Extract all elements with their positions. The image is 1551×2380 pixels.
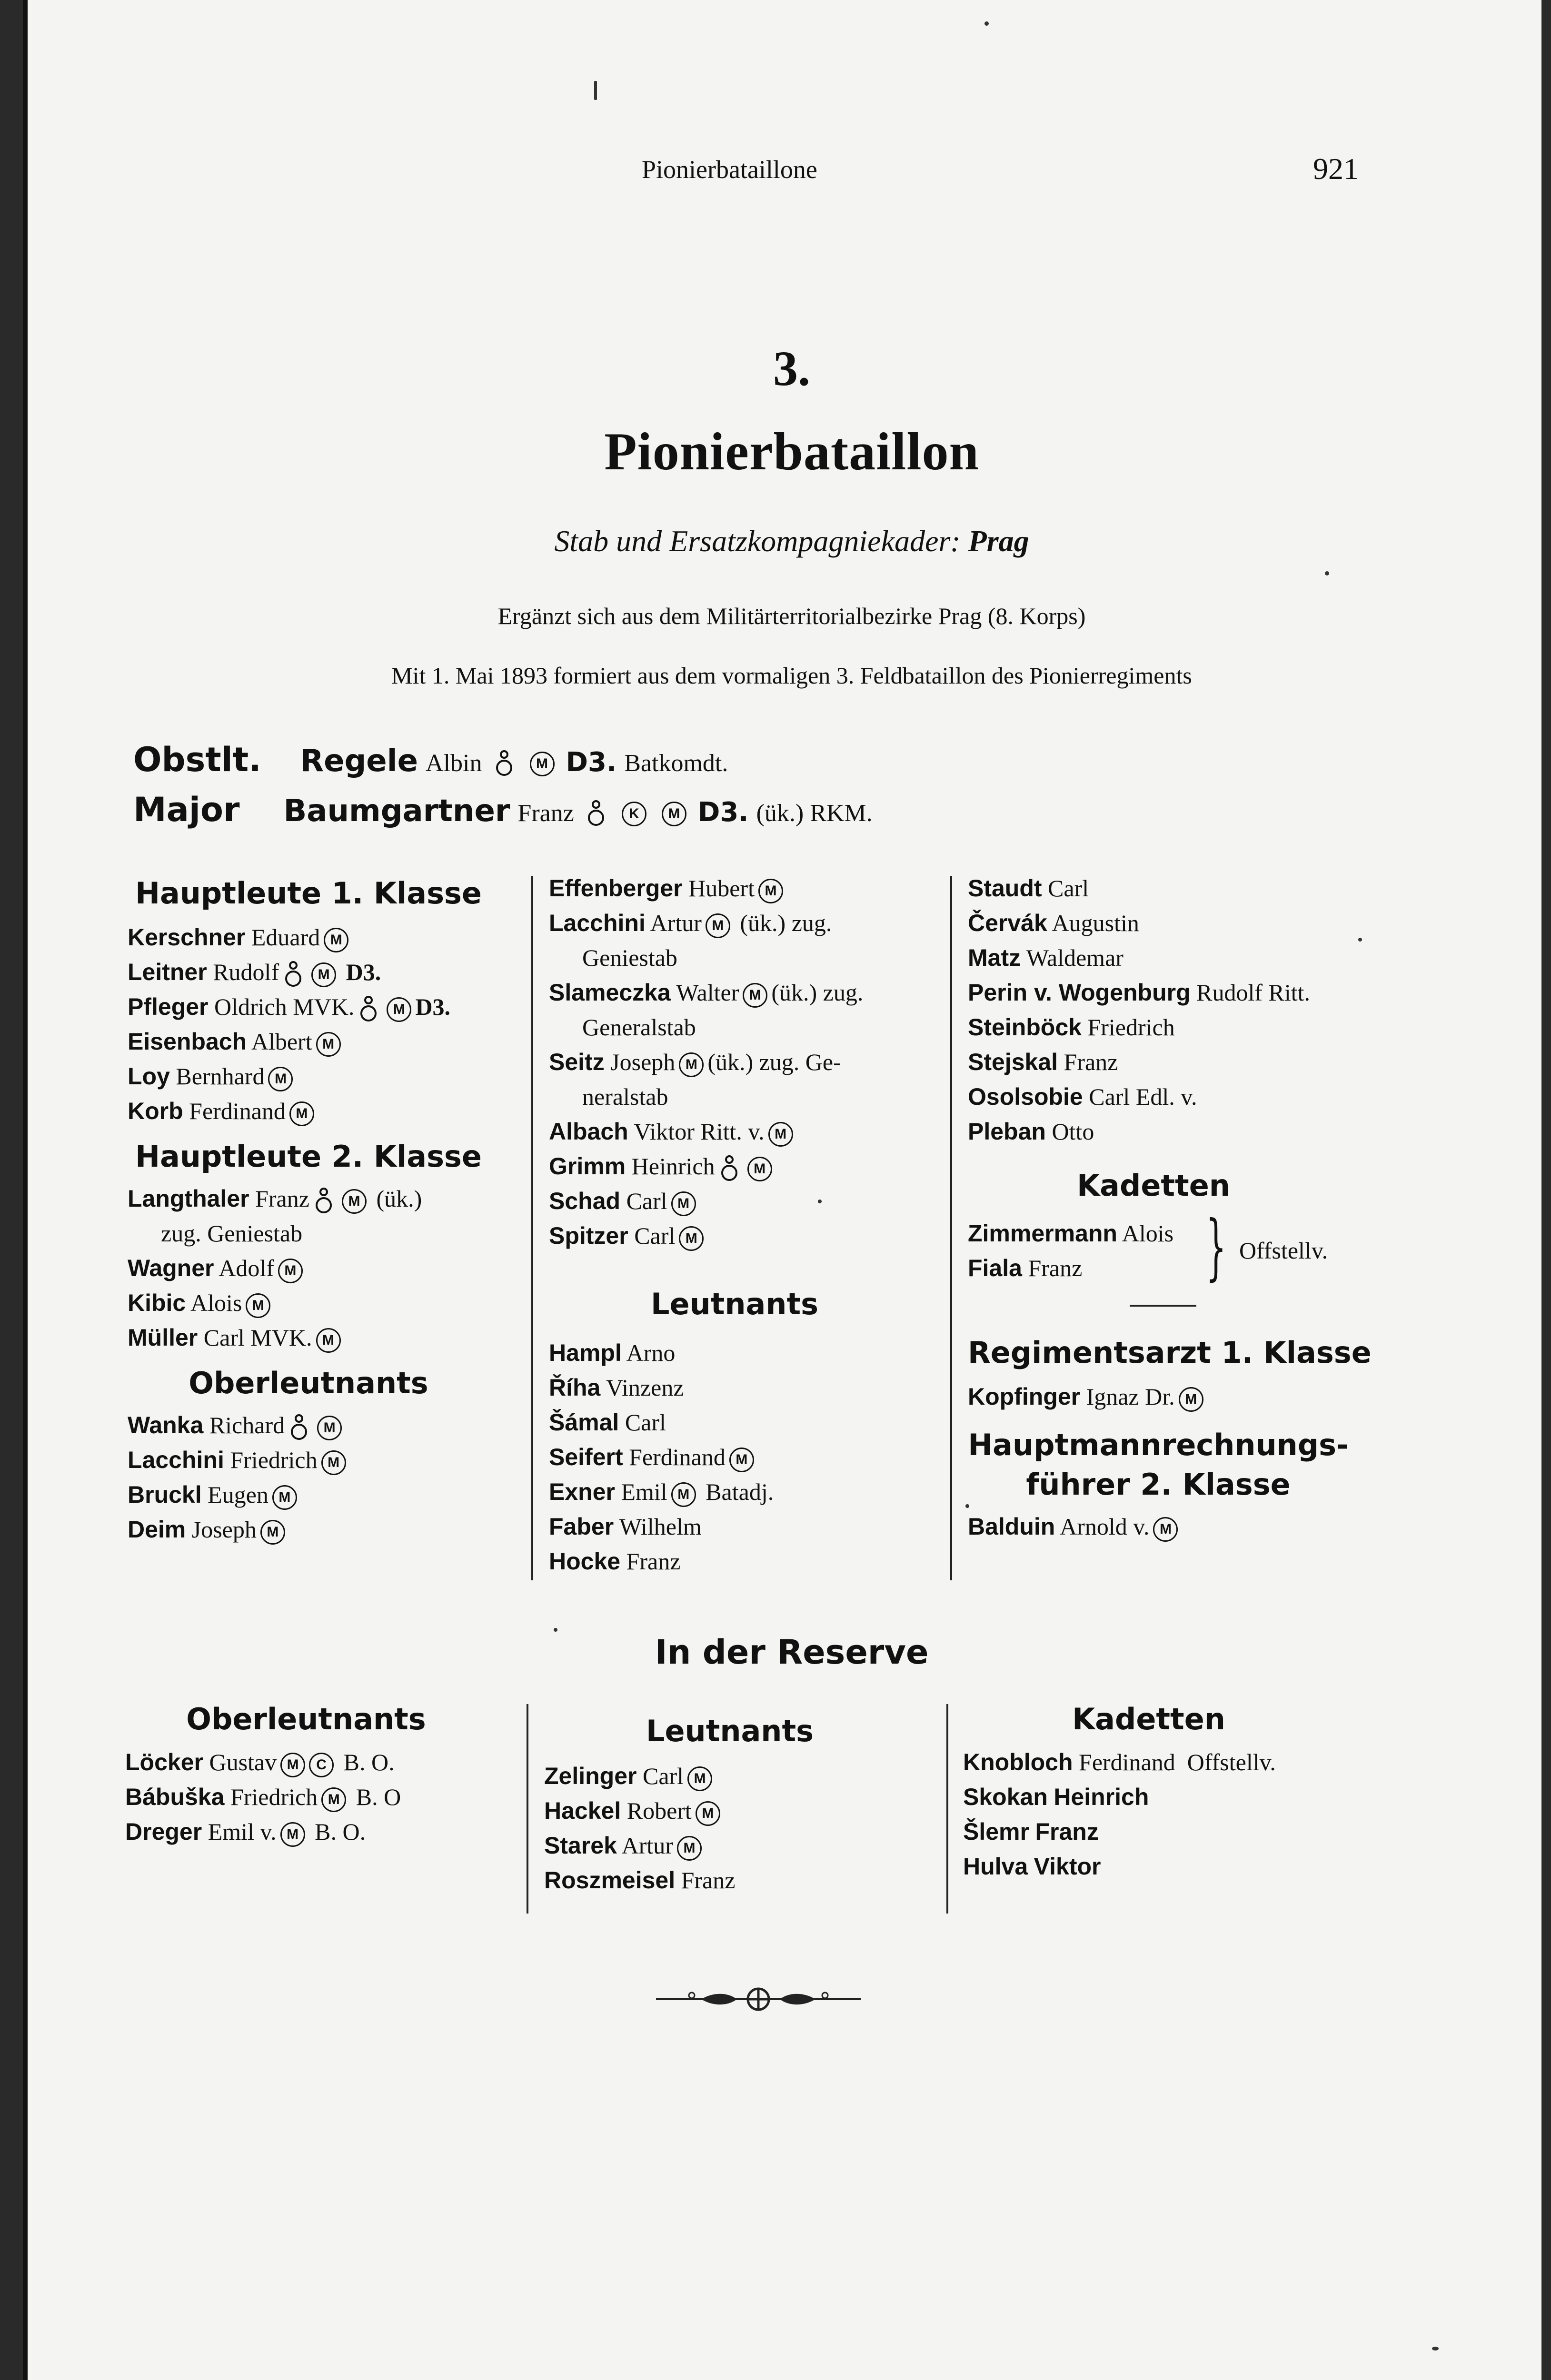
list-item-continuation: Geniestab: [582, 944, 677, 971]
military-merit-icon: M: [768, 1122, 793, 1147]
list-item: Pleban Otto: [968, 1118, 1094, 1145]
formation-line: Mit 1. Mai 1893 formiert aus dem vormaligen 3. Feldbataillon des Pionierregiments: [391, 662, 1192, 689]
military-merit-icon: M: [671, 1482, 696, 1507]
military-merit-icon: M: [311, 962, 336, 987]
military-merit-icon: M: [677, 1836, 702, 1861]
reserve-column-3: [963, 1702, 1392, 1884]
unit-number: 3.: [773, 341, 810, 396]
decoration-icon: [495, 750, 514, 778]
list-item: Eisenbach Albert M: [128, 1024, 527, 1059]
list-item: Matz Waldemar: [968, 944, 1123, 971]
military-merit-icon: M: [321, 1450, 346, 1475]
section-heading: Hauptmannrechnungs-: [968, 1428, 1349, 1462]
list-item: Staudt Carl: [968, 875, 1089, 902]
list-item: Starek Artur M: [544, 1828, 939, 1863]
military-merit-icon: M: [316, 1032, 341, 1057]
military-merit-icon: M: [280, 1822, 305, 1847]
military-merit-icon: M: [679, 1226, 704, 1251]
list-item: Leitner Rudolf M D3.: [128, 955, 527, 990]
list-item: Osolsobie Carl Edl. v.: [968, 1083, 1197, 1110]
list-item: Löcker Gustav M C B. O.: [125, 1745, 520, 1780]
document-page: [23, 0, 1541, 2380]
military-merit-icon: M: [706, 913, 730, 938]
list-item: Faber Wilhelm: [549, 1513, 702, 1540]
unit-subtitle: [28, 524, 1551, 559]
list-item: Stejskal Franz: [968, 1049, 1118, 1075]
scan-mark: [984, 21, 989, 26]
list-item: Fiala Franz: [968, 1255, 1083, 1281]
list-item: Wanka Richard M: [128, 1408, 527, 1443]
brace-note: Offstellv.: [1239, 1237, 1328, 1264]
military-merit-icon: M: [260, 1520, 285, 1545]
section-heading: Hauptleute 2. Klasse: [135, 1139, 482, 1174]
military-merit-icon: M: [671, 1191, 696, 1216]
list-item: Kerschner Eduard M: [128, 920, 527, 955]
list-item: Slameczka Walter M (ük.) zug.: [549, 975, 944, 1010]
column-divider: [950, 876, 952, 1580]
decoration-icon: [587, 800, 606, 828]
list-item: Hocke Franz: [549, 1548, 681, 1575]
list-item: Perin v. Wogenburg Rudolf Ritt.: [968, 979, 1311, 1006]
c-medal-icon: C: [309, 1753, 334, 1777]
reserve-column-1: [125, 1702, 520, 1849]
list-item: Hulva Viktor: [963, 1853, 1101, 1880]
list-item: Knobloch Ferdinand Offstellv.: [963, 1749, 1276, 1775]
military-merit-icon: M: [246, 1293, 270, 1318]
column-divider: [946, 1704, 948, 1914]
military-merit-icon: M: [747, 1157, 772, 1181]
list-item: Bábuška Friedrich M B. O: [125, 1780, 520, 1815]
list-item: Grimm Heinrich M: [549, 1149, 944, 1184]
decoration-icon: [720, 1155, 739, 1183]
list-item-continuation: neralstab: [582, 1083, 668, 1110]
military-merit-icon: M: [316, 1328, 341, 1353]
staff-given: Albin: [426, 750, 482, 777]
reserve-heading: In der Reserve: [655, 1633, 929, 1672]
decoration-icon: [289, 1414, 308, 1442]
list-item: Červák Augustin: [968, 910, 1139, 936]
reserve-column-2: [544, 1714, 939, 1898]
column-divider: [531, 876, 533, 1580]
page-number: 921: [1313, 152, 1359, 186]
list-item: Dreger Emil v. M B. O.: [125, 1815, 520, 1849]
military-merit-icon: M: [1153, 1517, 1178, 1542]
military-merit-icon: M: [268, 1067, 293, 1091]
section-heading: Leutnants: [651, 1287, 818, 1321]
section-heading: Leutnants: [646, 1714, 814, 1748]
staff-given: Franz: [517, 800, 574, 827]
list-item: Říha Vinzenz: [549, 1374, 684, 1401]
military-merit-icon: M: [662, 802, 686, 826]
active-column-1: [128, 876, 527, 1547]
military-merit-icon: M: [289, 1101, 314, 1126]
military-merit-icon: M: [324, 928, 348, 952]
military-merit-icon: M: [743, 983, 767, 1008]
separator-line: [1130, 1305, 1196, 1307]
unit-title: Pionierbataillon: [604, 422, 979, 481]
list-item: Müller Carl MVK. M: [128, 1320, 527, 1355]
list-item: Skokan Heinrich: [963, 1784, 1149, 1810]
list-item: Effenberger Hubert M: [549, 871, 944, 906]
military-merit-icon: M: [321, 1787, 346, 1812]
military-merit-icon: M: [687, 1766, 712, 1791]
list-item: Kopfinger Ignaz Dr. M: [968, 1379, 1387, 1414]
supplement-line: Ergänzt sich aus dem Militärterritorialbezirke Prag (8. Korps): [497, 603, 1086, 629]
list-item: Seifert Ferdinand M: [549, 1440, 944, 1475]
military-merit-icon: M: [317, 1416, 342, 1440]
scan-mark: [1325, 571, 1329, 575]
subtitle-label: Stab und Ersatzkompagniekader:: [554, 524, 961, 558]
staff-surname: Regele: [300, 744, 418, 779]
list-item: Loy Bernhard M: [128, 1059, 527, 1094]
list-item: Lacchini Artur M (ük.) zug.: [549, 906, 944, 941]
list-item: Korb Ferdinand M: [128, 1094, 527, 1129]
list-item: Pfleger Oldrich MVK. M D3.: [128, 990, 527, 1024]
military-merit-icon: M: [530, 752, 555, 776]
list-item: Seitz Joseph M (ük.) zug. Ge-: [549, 1045, 944, 1080]
kadetten-group: [968, 1206, 1387, 1289]
column-divider: [527, 1704, 528, 1914]
list-item: Lacchini Friedrich M: [128, 1443, 527, 1478]
military-merit-icon: M: [696, 1801, 720, 1826]
list-item: Langthaler Franz M (ük.): [128, 1181, 527, 1216]
section-heading: Oberleutnants: [189, 1366, 428, 1400]
scan-mark: [1432, 2347, 1439, 2350]
list-item: Zimmermann Alois: [968, 1220, 1174, 1247]
list-item: Balduin Arnold v. M: [968, 1509, 1387, 1544]
list-item: Steinböck Friedrich: [968, 1014, 1175, 1041]
list-item: Wagner Adolf M: [128, 1251, 527, 1286]
k-medal-icon: K: [622, 802, 646, 826]
running-head: Pionierbataillone: [642, 155, 817, 184]
decoration-icon: [359, 995, 378, 1024]
military-merit-icon: M: [758, 879, 783, 903]
section-heading: Hauptleute 1. Klasse: [135, 876, 482, 911]
military-merit-icon: M: [342, 1189, 367, 1214]
list-item: Schad Carl M: [549, 1184, 944, 1219]
section-heading: Oberleutnants: [186, 1702, 426, 1736]
scan-mark: [594, 81, 597, 100]
list-item: Exner Emil M Batadj.: [549, 1475, 944, 1509]
staff-row-major: [133, 790, 873, 829]
scan-mark: [818, 1200, 822, 1203]
section-heading: Kadetten: [1077, 1168, 1230, 1203]
list-item-continuation: zug. Geniestab: [161, 1220, 303, 1247]
list-item: Roszmeisel Franz: [544, 1867, 736, 1894]
list-item: Deim Joseph M: [128, 1512, 527, 1547]
staff-d3: D3.: [697, 797, 749, 828]
list-item: Šlemr Franz: [963, 1818, 1099, 1845]
list-item: Hackel Robert M: [544, 1794, 939, 1828]
list-item: Hampl Arno: [549, 1339, 676, 1366]
staff-surname: Baumgartner: [283, 793, 510, 829]
military-merit-icon: M: [729, 1448, 754, 1472]
scan-mark: [1358, 938, 1362, 942]
decoration-icon: [314, 1187, 333, 1216]
list-item: Spitzer Carl M: [549, 1219, 944, 1253]
list-item: Šámal Carl: [549, 1409, 666, 1436]
subtitle-place: Prag: [968, 524, 1029, 558]
ornament-icon: [656, 1985, 861, 2013]
staff-rank: Obstlt.: [133, 740, 261, 779]
staff-d3: D3.: [566, 747, 617, 778]
active-column-3: [968, 871, 1387, 1544]
active-column-2: [549, 871, 944, 1579]
list-item: Kibic Alois M: [128, 1286, 527, 1320]
scan-mark: [554, 1628, 557, 1632]
staff-rank: Major: [133, 790, 240, 829]
military-merit-icon: M: [1179, 1387, 1203, 1412]
military-merit-icon: M: [280, 1753, 305, 1777]
staff-note: (ük.) RKM.: [756, 800, 873, 827]
list-item-continuation: Generalstab: [582, 1014, 696, 1041]
section-heading: Regimentsarzt 1. Klasse: [968, 1335, 1372, 1370]
list-item: Zelinger Carl M: [544, 1759, 939, 1794]
section-heading: führer 2. Klasse: [1026, 1467, 1291, 1502]
scan-mark: [965, 1504, 969, 1508]
brace-icon: }: [1206, 1206, 1226, 1289]
military-merit-icon: M: [387, 997, 411, 1022]
staff-row-commander: [133, 740, 728, 779]
military-merit-icon: M: [679, 1052, 704, 1077]
section-heading: Kadetten: [1072, 1702, 1225, 1736]
list-item: Bruckl Eugen M: [128, 1478, 527, 1512]
military-merit-icon: M: [272, 1485, 297, 1510]
staff-note: Batkomdt.: [624, 750, 728, 777]
list-item: Albach Viktor Ritt. v. M: [549, 1114, 944, 1149]
military-merit-icon: M: [278, 1259, 303, 1283]
decoration-icon: [284, 961, 303, 989]
